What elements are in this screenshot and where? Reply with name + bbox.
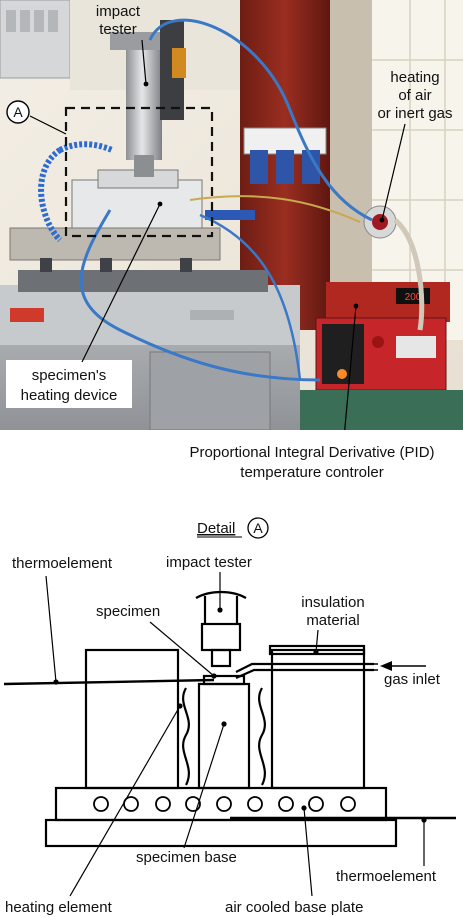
pid-indicator <box>337 369 347 379</box>
heating-dot <box>380 218 385 223</box>
specimen-label: specimen <box>96 603 161 620</box>
detail-marker-label: A <box>253 520 263 536</box>
specimen-table <box>10 228 220 260</box>
table-green <box>300 390 463 430</box>
heating-label-line2: of air <box>398 87 432 104</box>
impact-tester-detail-label: impact tester <box>166 554 252 571</box>
gas-heater-core <box>372 214 388 230</box>
specimen-base-label: specimen base <box>136 849 237 866</box>
heating-label-line3: or inert gas <box>377 105 453 122</box>
tester-striker <box>134 155 154 177</box>
thermoelement-bottom-label: thermoelement <box>336 868 437 885</box>
specimen-heating-dot <box>158 202 163 207</box>
pid-label-line1: Proportional Integral Derivative (PID) <box>189 444 435 461</box>
apparatus-photo <box>0 0 463 430</box>
pid-display-value: 200 <box>404 292 422 303</box>
power-outlets <box>244 128 326 184</box>
heating-label-line1: heating <box>390 69 440 86</box>
brand-label <box>190 310 234 320</box>
insulation-label-line2: material <box>306 612 360 629</box>
heating-element-label: heating element <box>5 899 112 916</box>
marker-a-label: A <box>13 104 23 120</box>
impact-tester-dot <box>144 82 149 87</box>
base-plate-label: air cooled base plate <box>225 899 364 916</box>
pid-dot <box>354 304 359 309</box>
impact-tester-label-line1: impact <box>95 3 141 20</box>
cabinet-top <box>0 285 300 345</box>
pid-knob <box>372 336 384 348</box>
pid-label-line2: temperature controler <box>240 464 384 481</box>
gas-inlet-label: gas inlet <box>384 671 440 688</box>
brand-logo <box>10 308 44 322</box>
tester-spring <box>172 48 186 78</box>
pid-top-unit <box>326 282 450 322</box>
specimen-heating-label-line2: heating device <box>20 387 118 404</box>
impact-tester-label-line2: tester <box>99 21 137 38</box>
detail-title: Detail <box>197 520 236 537</box>
pid-terminals <box>396 336 436 358</box>
detail-diagram <box>0 430 463 917</box>
door-frame <box>330 0 372 330</box>
specimen-heating-label-line1: specimen's <box>31 367 107 384</box>
platform <box>18 270 268 292</box>
insulation-label-line1: insulation <box>301 594 365 611</box>
thermoelement-top-label: thermoelement <box>12 555 113 572</box>
cabinet-door <box>150 352 270 430</box>
